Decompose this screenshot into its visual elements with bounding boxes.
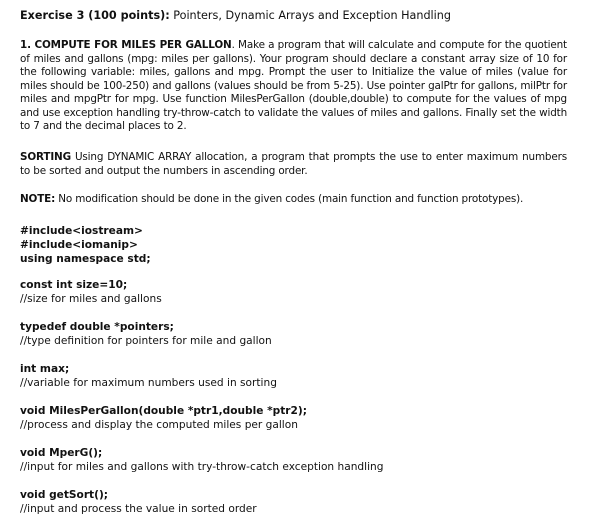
code-decl: void getSort();	[20, 489, 109, 501]
paragraph-mpg-text: . Make a program that will calculate and compute for the quotient of miles and gallons (mpg: miles per gallons). Your program should declare a constant array size of 10 for the following variable: miles, gallons and mpg. Prompt the user to Initialize the value of miles (value for miles should be 100-250) and gallons (values should be from 5-25). Use pointer galPtr for gallons, milPtr for miles and mpgPtr for mpg. Use function MilesPerGallon (double,double) to compute for the values of mpg and use exception handling try-throw-catch to validate the values of miles and gallons. Finally set the width to 7 and the decimal places to 2.	[20, 39, 567, 132]
code-line: using namespace std;	[20, 253, 151, 265]
code-block-getsort	[20, 488, 257, 516]
exercise-title-bold: Exercise 3 (100 points):	[20, 9, 170, 22]
code-comment: //input for miles and gallons with try-throw-catch exception handling	[20, 461, 384, 473]
code-line: #include<iomanip>	[20, 239, 138, 251]
code-block-size	[20, 278, 162, 306]
code-block-milespergallon	[20, 404, 307, 432]
code-block-typedef	[20, 320, 272, 348]
paragraph-mpg	[20, 39, 567, 134]
code-decl: void MperG();	[20, 447, 103, 459]
code-decl: const int size=10;	[20, 279, 128, 291]
code-decl: void MilesPerGallon(double *ptr1,double *ptr2);	[20, 405, 307, 417]
paragraph-note-lead: NOTE:	[20, 193, 56, 205]
code-comment: //process and display the computed miles per gallon	[20, 419, 298, 431]
paragraph-note	[20, 193, 567, 207]
code-comment: //size for miles and gallons	[20, 293, 162, 305]
code-comment: //input and process the value in sorted order	[20, 503, 257, 515]
code-comment: //type definition for pointers for mile and gallon	[20, 335, 272, 347]
code-comment: //variable for maximum numbers used in sorting	[20, 377, 277, 389]
code-block-mperg	[20, 446, 384, 474]
paragraph-sorting-text: Using DYNAMIC ARRAY allocation, a program that prompts the use to enter maximum numbers to be sorted and output the numbers in ascending order.	[20, 151, 567, 177]
code-block-max	[20, 362, 277, 390]
paragraph-mpg-lead: 1. COMPUTE FOR MILES PER GALLON	[20, 39, 232, 51]
code-decl: int max;	[20, 363, 70, 375]
paragraph-sorting-lead: SORTING	[20, 151, 71, 163]
exercise-title-rest: Pointers, Dynamic Arrays and Exception Handling	[169, 9, 451, 22]
paragraph-sorting	[20, 151, 567, 178]
exercise-title	[20, 9, 451, 22]
code-line: #include<iostream>	[20, 225, 143, 237]
code-decl: typedef double *pointers;	[20, 321, 174, 333]
code-includes	[20, 224, 151, 266]
paragraph-note-text: No modification should be done in the given codes (main function and function prototypes).	[55, 193, 524, 205]
